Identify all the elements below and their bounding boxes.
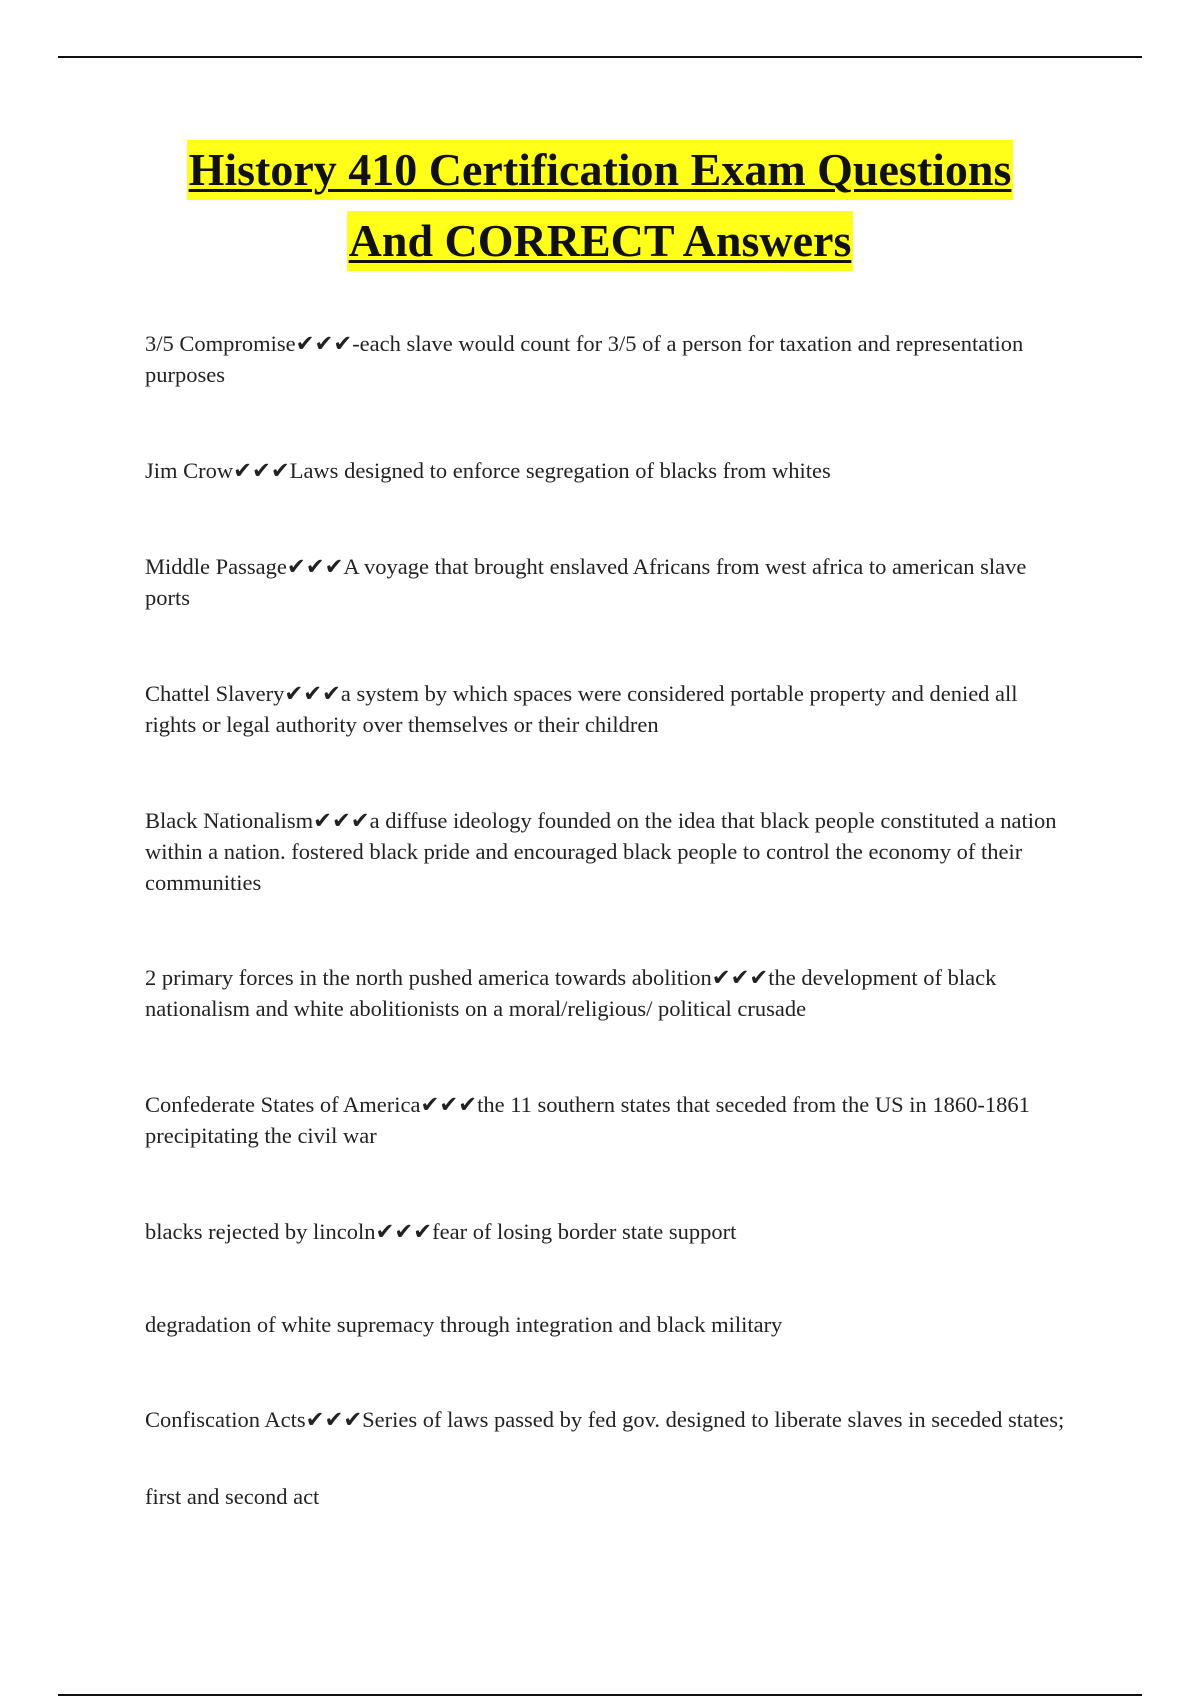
qa-entry <box>145 1309 1065 1340</box>
check-marks-icon: ✔✔✔ <box>420 1092 478 1117</box>
qa-entry <box>145 551 1065 613</box>
check-marks-icon: ✔✔✔ <box>711 965 769 990</box>
title-line-1: History 410 Certification Exam Questions <box>187 140 1014 200</box>
qa-entry <box>145 1216 1065 1247</box>
qa-entry <box>145 805 1065 898</box>
qa-text: first and second act <box>145 1484 320 1509</box>
qa-definition: Laws designed to enforce segregation of blacks from whites <box>289 458 831 483</box>
check-marks-icon: ✔✔✔ <box>305 1407 363 1432</box>
qa-definition: Series of laws passed by fed gov. designed to liberate slaves in seceded states; <box>362 1407 1065 1432</box>
footer-rule <box>58 1694 1142 1696</box>
qa-definition: the 11 southern states that seceded from the US in 1860-1861 precipitating the civil war <box>145 1092 1030 1148</box>
qa-definition: a diffuse ideology founded on the idea that black people constituted a nation within a nation. fostered black pride and encouraged black people to control the economy of their communities <box>145 808 1057 895</box>
qa-definition: -each slave would count for 3/5 of a person for taxation and representation purposes <box>145 331 1024 387</box>
qa-definition: A voyage that brought enslaved Africans from west africa to american slave ports <box>145 554 1027 610</box>
check-marks-icon: ✔✔✔ <box>284 681 341 706</box>
qa-definition: the development of black nationalism and white abolitionists on a moral/religious/ political crusade <box>145 965 997 1021</box>
qa-term: 3/5 Compromise <box>145 331 296 356</box>
qa-entry <box>145 328 1065 390</box>
header-rule <box>58 56 1142 58</box>
qa-entry <box>145 455 1065 486</box>
qa-entry <box>145 1481 1065 1512</box>
qa-text: degradation of white supremacy through integration and black military <box>145 1312 783 1337</box>
qa-entry <box>145 1089 1065 1151</box>
check-marks-icon: ✔✔✔ <box>375 1219 433 1244</box>
qa-term: Confederate States of America <box>145 1092 421 1117</box>
check-marks-icon: ✔✔✔ <box>286 554 344 579</box>
check-marks-icon: ✔✔✔ <box>233 458 290 483</box>
qa-term: Middle Passage <box>145 554 287 579</box>
qa-term: blacks rejected by lincoln <box>145 1219 376 1244</box>
document-title <box>60 140 1140 282</box>
qa-term: Jim Crow <box>145 458 234 483</box>
qa-entry <box>145 962 1065 1024</box>
title-line-2: And CORRECT Answers <box>347 211 854 271</box>
qa-definition: a system by which spaces were considered portable property and denied all rights or legal authority over themselves or their children <box>145 681 1018 737</box>
qa-definition: fear of losing border state support <box>432 1219 737 1244</box>
qa-term: Chattel Slavery <box>145 681 285 706</box>
check-marks-icon: ✔✔✔ <box>313 808 370 833</box>
qa-term: 2 primary forces in the north pushed america towards abolition <box>145 965 712 990</box>
qa-term: Black Nationalism <box>145 808 314 833</box>
qa-term: Confiscation Acts <box>145 1407 306 1432</box>
qa-entry <box>145 1404 1065 1435</box>
qa-entry <box>145 678 1065 740</box>
check-marks-icon: ✔✔✔ <box>295 331 353 356</box>
